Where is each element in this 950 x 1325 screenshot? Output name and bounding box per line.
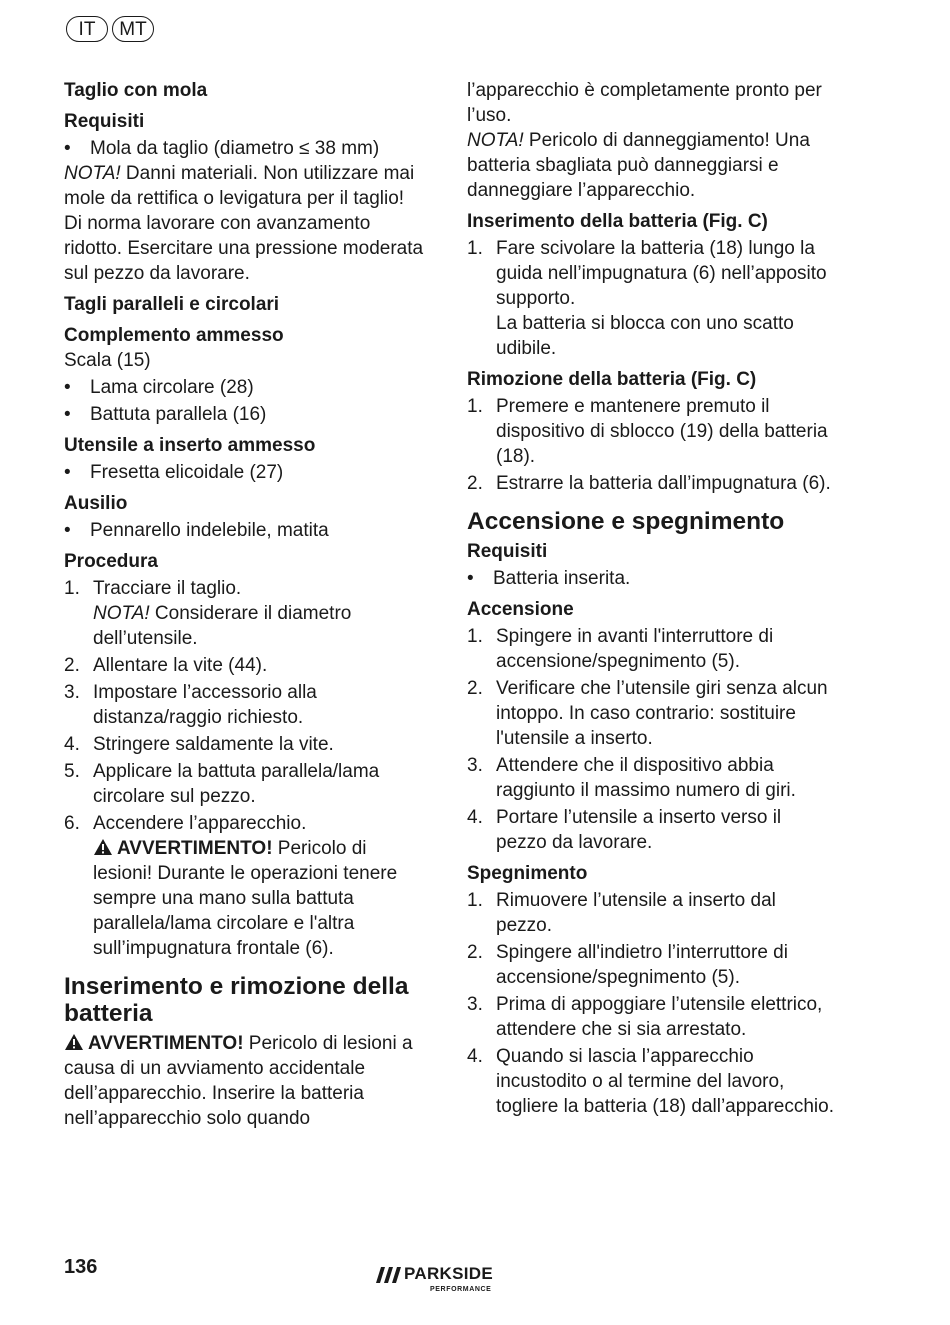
step-number: 1. bbox=[467, 626, 483, 647]
heading-utensile-ammesso: Utensile a inserto ammesso bbox=[64, 435, 316, 456]
step-number: 1. bbox=[467, 396, 483, 417]
step-item bbox=[64, 811, 430, 961]
language-badge-mt: MT bbox=[112, 16, 154, 42]
warning-triangle-icon bbox=[64, 1033, 84, 1051]
step-item bbox=[64, 653, 430, 678]
step-text: Portare l’utensile a inserto verso il pezzo da lavorare. bbox=[496, 807, 782, 853]
step-text: Quando si lascia l’apparecchio incustodito o al termine del lavoro, togliere la batteria (18) dall’apparecchio. bbox=[496, 1046, 834, 1117]
right-column bbox=[467, 78, 835, 1119]
note-text: Danni materiali. Non utilizzare mai mole da rettifica o levigatura per il taglio! bbox=[64, 163, 415, 209]
step-item bbox=[467, 676, 835, 751]
step-text: Tracciare il taglio. bbox=[93, 578, 242, 599]
heading-requisiti: Requisiti bbox=[467, 541, 548, 562]
heading-tagli-paralleli: Tagli paralleli e circolari bbox=[64, 294, 280, 315]
step-text: Fare scivolare la batteria (18) lungo la guida nell’impugnatura (6) nell’apposito supporto. bbox=[496, 238, 827, 309]
list-item-text: Pennarello indelebile, matita bbox=[90, 520, 329, 541]
list-item-text: Mola da taglio (diametro ≤ 38 mm) bbox=[90, 138, 380, 159]
list-item: • Mola da taglio (diametro ≤ 38 mm) bbox=[64, 138, 380, 159]
step-item bbox=[467, 888, 835, 938]
heading-complemento-ammesso: Complemento ammesso bbox=[64, 325, 284, 346]
note-text: Considerare il diametro dell’utensile. bbox=[93, 603, 352, 649]
step-text: Spingere in avanti l'interruttore di accensione/spegnimento (5). bbox=[496, 626, 774, 672]
list-item-text: Lama circolare (28) bbox=[90, 377, 254, 398]
heading-requisiti: Requisiti bbox=[64, 111, 145, 132]
logo-subtitle: PERFORMANCE bbox=[430, 1286, 492, 1293]
step-text: Premere e mantenere premuto il dispositivo di sblocco (19) della batteria (18). bbox=[496, 396, 828, 467]
list-item: • Pennarello indelebile, matita bbox=[64, 520, 329, 541]
step-text: Allentare la vite (44). bbox=[93, 655, 268, 676]
body-paragraph: Di norma lavorare con avanzamento ridotto. Esercitare una pressione moderata sul pezzo da lavorare. bbox=[64, 213, 424, 284]
parkside-logo bbox=[376, 1264, 526, 1298]
step-item bbox=[64, 680, 430, 730]
step-item bbox=[467, 940, 835, 990]
note-paragraph bbox=[64, 161, 430, 211]
step-number: 5. bbox=[64, 761, 80, 782]
list-item-text: Battuta parallela (16) bbox=[90, 404, 267, 425]
step-number: 4. bbox=[64, 734, 80, 755]
step-number: 1. bbox=[467, 238, 483, 259]
heading-procedura: Procedura bbox=[64, 551, 158, 572]
step-item bbox=[64, 759, 430, 809]
step-item bbox=[467, 624, 835, 674]
step-number: 2. bbox=[467, 942, 483, 963]
step-number: 3. bbox=[467, 755, 483, 776]
step-item bbox=[467, 236, 835, 361]
warning-text: Pericolo di lesioni! Durante le operazioni tenere sempre una mano sulla battuta parallela/lama circolare e l'altra sull’impugnatura frontale (6). bbox=[93, 838, 398, 959]
logo-brand: PARKSIDE bbox=[404, 1264, 493, 1283]
step-number: 3. bbox=[64, 682, 80, 703]
step-number: 2. bbox=[467, 473, 483, 494]
logo-stripes-icon bbox=[376, 1267, 402, 1283]
page-number: 136 bbox=[64, 1256, 98, 1278]
section-title-accensione: Accensione e spegnimento bbox=[467, 508, 785, 535]
step-number: 2. bbox=[467, 678, 483, 699]
step-text: Attendere che il dispositivo abbia raggiunto il massimo numero di giri. bbox=[496, 755, 796, 801]
step-number: 1. bbox=[467, 890, 483, 911]
warning-label: AVVERTIMENTO! bbox=[117, 838, 273, 859]
step-item bbox=[467, 805, 835, 855]
step-number: 6. bbox=[64, 813, 80, 834]
step-warning bbox=[93, 836, 430, 961]
step-item bbox=[64, 732, 430, 757]
scala-text: Scala (15) bbox=[64, 350, 151, 371]
list-item: • Fresetta elicoidale (27) bbox=[64, 462, 284, 483]
warning-paragraph bbox=[64, 1031, 430, 1131]
step-text: Verificare che l’utensile giri senza alcun intoppo. In caso contrario: sostituire l'utensile a inserto. bbox=[496, 678, 828, 749]
language-badge-it: IT bbox=[66, 16, 108, 42]
list-item: • Batteria inserita. bbox=[467, 568, 631, 589]
step-item bbox=[467, 753, 835, 803]
warning-text: Pericolo di lesioni a causa di un avviamento accidentale dell’apparecchio. Inserire la batteria nell’apparecchio solo quando bbox=[64, 1033, 413, 1129]
heading-taglio-con-mola: Taglio con mola bbox=[64, 80, 208, 101]
step-item bbox=[467, 992, 835, 1042]
section-title-inserimento: Inserimento e rimozione della batteria bbox=[64, 973, 409, 1027]
step-number: 4. bbox=[467, 807, 483, 828]
left-column bbox=[64, 78, 430, 1131]
note-text: Pericolo di danneggiamento! Una batteria sbagliata può danneggiarsi e danneggiare l’apparecchio. bbox=[467, 130, 810, 201]
heading-accensione: Accensione bbox=[467, 599, 574, 620]
heading-rimozione-batteria: Rimozione della batteria (Fig. C) bbox=[467, 369, 757, 390]
step-extra: La batteria si blocca con uno scatto udibile. bbox=[496, 313, 794, 359]
step-item bbox=[467, 1044, 835, 1119]
step-text: Estrarre la batteria dall’impugnatura (6). bbox=[496, 473, 831, 494]
step-item bbox=[467, 471, 835, 496]
step-text: Spingere all'indietro l’interruttore di accensione/spegnimento (5). bbox=[496, 942, 788, 988]
step-text: Accendere l’apparecchio. bbox=[93, 813, 307, 834]
step-item bbox=[64, 576, 430, 651]
heading-spegnimento: Spegnimento bbox=[467, 863, 588, 884]
heading-ausilio: Ausilio bbox=[64, 493, 128, 514]
language-badges bbox=[66, 16, 154, 42]
warning-label: AVVERTIMENTO! bbox=[88, 1033, 244, 1054]
step-item bbox=[467, 394, 835, 469]
note-label: NOTA! bbox=[93, 603, 150, 624]
step-note bbox=[93, 601, 430, 651]
note-label: NOTA! bbox=[64, 163, 121, 184]
step-number: 3. bbox=[467, 994, 483, 1015]
warning-triangle-icon bbox=[93, 838, 113, 856]
step-text: Impostare l’accessorio alla distanza/raggio richiesto. bbox=[93, 682, 317, 728]
note-paragraph bbox=[467, 128, 835, 203]
list-item: • Battuta parallela (16) bbox=[64, 404, 267, 425]
continued-paragraph: l’apparecchio è completamente pronto per l’uso. bbox=[467, 80, 822, 126]
step-text: Stringere saldamente la vite. bbox=[93, 734, 334, 755]
list-item-text: Batteria inserita. bbox=[493, 568, 631, 589]
step-number: 4. bbox=[467, 1046, 483, 1067]
step-text: Rimuovere l’utensile a inserto dal pezzo. bbox=[496, 890, 776, 936]
list-item-text: Fresetta elicoidale (27) bbox=[90, 462, 284, 483]
step-number: 1. bbox=[64, 578, 80, 599]
step-text: Prima di appoggiare l’utensile elettrico, attendere che si sia arrestato. bbox=[496, 994, 823, 1040]
step-number: 2. bbox=[64, 655, 80, 676]
step-text: Applicare la battuta parallela/lama circolare sul pezzo. bbox=[93, 761, 380, 807]
heading-inserimento-batteria: Inserimento della batteria (Fig. C) bbox=[467, 211, 768, 232]
list-item: • Lama circolare (28) bbox=[64, 377, 254, 398]
note-label: NOTA! bbox=[467, 130, 524, 151]
